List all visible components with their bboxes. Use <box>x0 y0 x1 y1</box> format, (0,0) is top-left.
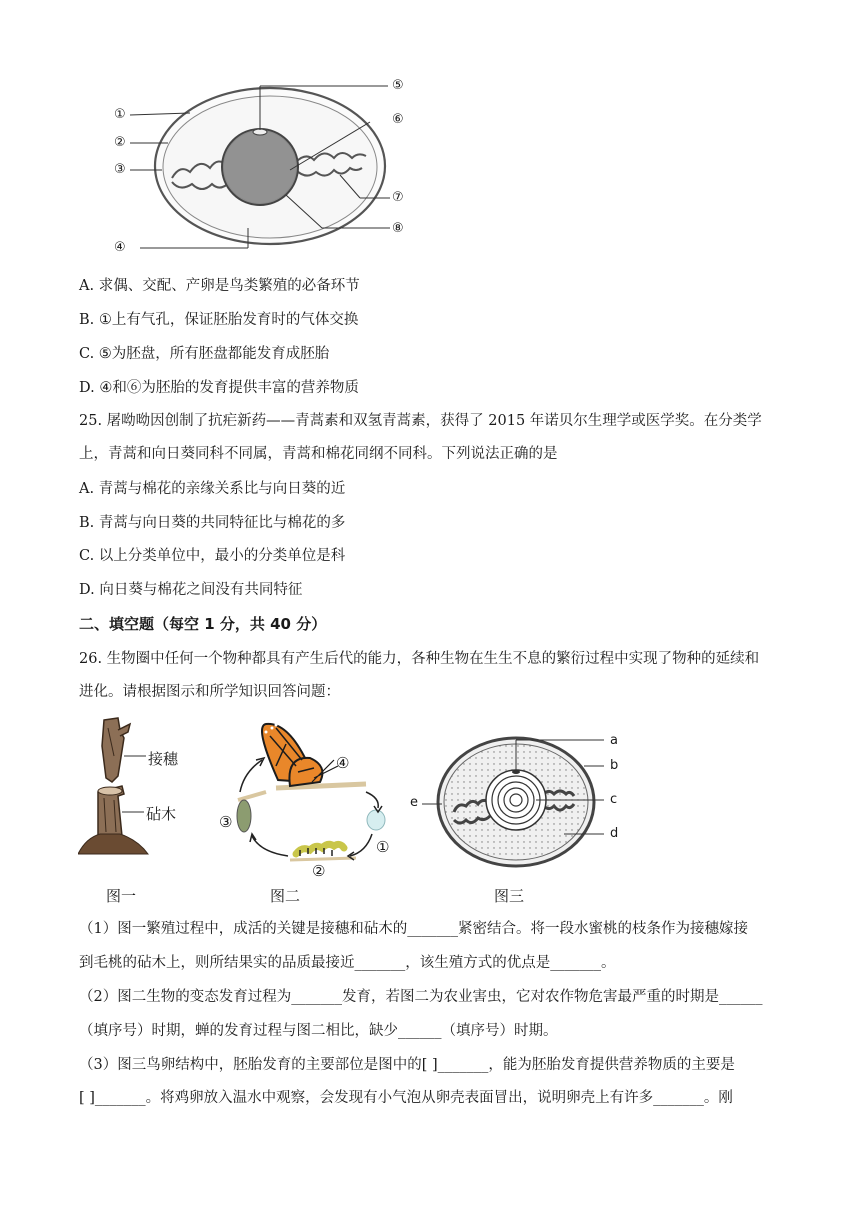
fig1-label-scion: 接穗 <box>148 750 179 768</box>
graft-figure <box>78 716 188 866</box>
fig1-label-stock: 砧木 <box>146 805 177 823</box>
fig2-label-4: ④ <box>336 754 350 772</box>
q24-option-b: B. ①上有气孔，保证胚胎发育时的气体交换 <box>79 312 359 328</box>
egg-label-1: ① <box>114 107 126 122</box>
section-title: 二、填空题（每空 1 分，共 40 分） <box>79 615 327 633</box>
egg-label-7: ⑦ <box>392 190 404 205</box>
fig2-label-2: ② <box>312 862 326 880</box>
q26-line-2: 到毛桃的砧木上，则所结果实的品质最接近_______，该生殖方式的优点是_______。 <box>79 955 616 971</box>
fig2-caption: 图二 <box>270 887 301 905</box>
q24-option-d: D. ④和⑥为胚胎的发育提供丰富的营养物质 <box>79 380 359 396</box>
fig3-label-a: a <box>610 733 618 748</box>
egg-label-5: ⑤ <box>392 78 404 93</box>
egg-figure-3 <box>408 720 638 880</box>
q26-line-5: （3）图三鸟卵结构中，胚胎发育的主要部位是图中的[ ]_______，能为胚胎发育提供营养物质的主要是 <box>79 1057 735 1073</box>
fig3-label-c: c <box>610 792 618 807</box>
q25-option-a: A. 青蒿与棉花的亲缘关系比与向日葵的近 <box>79 481 346 497</box>
q25-stem-line2: 上，青蒿和向日葵同科不同属，青蒿和棉花同纲不同科。下列说法正确的是 <box>79 446 558 462</box>
fig1-caption: 图一 <box>106 887 137 905</box>
fig3-label-d: d <box>610 826 619 841</box>
egg-label-6: ⑥ <box>392 112 404 127</box>
q25-option-d: D. 向日葵与棉花之间没有共同特征 <box>79 582 303 598</box>
q26-stem-line2: 进化。请根据图示和所学知识回答问题： <box>79 684 340 700</box>
fig2-label-3: ③ <box>219 813 233 831</box>
q25-stem-line1: 25. 屠呦呦因创制了抗疟新药——青蒿素和双氢青蒿素，获得了 2015 年诺贝尔生理学或医学奖。在分类学 <box>79 413 762 429</box>
butterfly-cycle-figure <box>216 716 402 876</box>
q26-stem-line1: 26. 生物圈中任何一个物种都具有产生后代的能力，各种生物在生生不息的繁衍过程中实现了物种的延续和 <box>79 651 760 667</box>
q26-line-1: （1）图一繁殖过程中，成活的关键是接穗和砧木的_______紧密结合。将一段水蜜桃的枝条作为接穗嫁接 <box>79 921 748 937</box>
q25-option-b: B. 青蒿与向日葵的共同特征比与棉花的多 <box>79 515 346 531</box>
fig3-caption: 图三 <box>494 887 525 905</box>
egg-label-4: ④ <box>114 240 126 255</box>
fig3-label-b: b <box>610 758 619 773</box>
fig3-label-e: e <box>410 795 418 810</box>
q26-line-6: [ ]_______。将鸡卵放入温水中观察，会发现有小气泡从卵壳表面冒出，说明卵壳上有许多_______。刚 <box>79 1090 733 1106</box>
fig2-label-1: ① <box>376 838 390 856</box>
egg-label-8: ⑧ <box>392 221 404 236</box>
egg-label-3: ③ <box>114 162 126 177</box>
q24-option-a: A. 求偶、交配、产卵是鸟类繁殖的必备环节 <box>79 278 360 294</box>
q26-line-4: （填序号）时期，蝉的发育过程与图二相比，缺少______（填序号）时期。 <box>79 1023 558 1039</box>
q24-option-c: C. ⑤为胚盘，所有胚盘都能发育成胚胎 <box>79 346 330 362</box>
egg-label-2: ② <box>114 135 126 150</box>
q25-option-c: C. 以上分类单位中，最小的分类单位是科 <box>79 548 346 564</box>
egg-structure-figure <box>100 70 430 260</box>
q26-line-3: （2）图二生物的变态发育过程为_______发育，若图二为农业害虫，它对农作物危害最严重的时期是______ <box>79 989 763 1005</box>
